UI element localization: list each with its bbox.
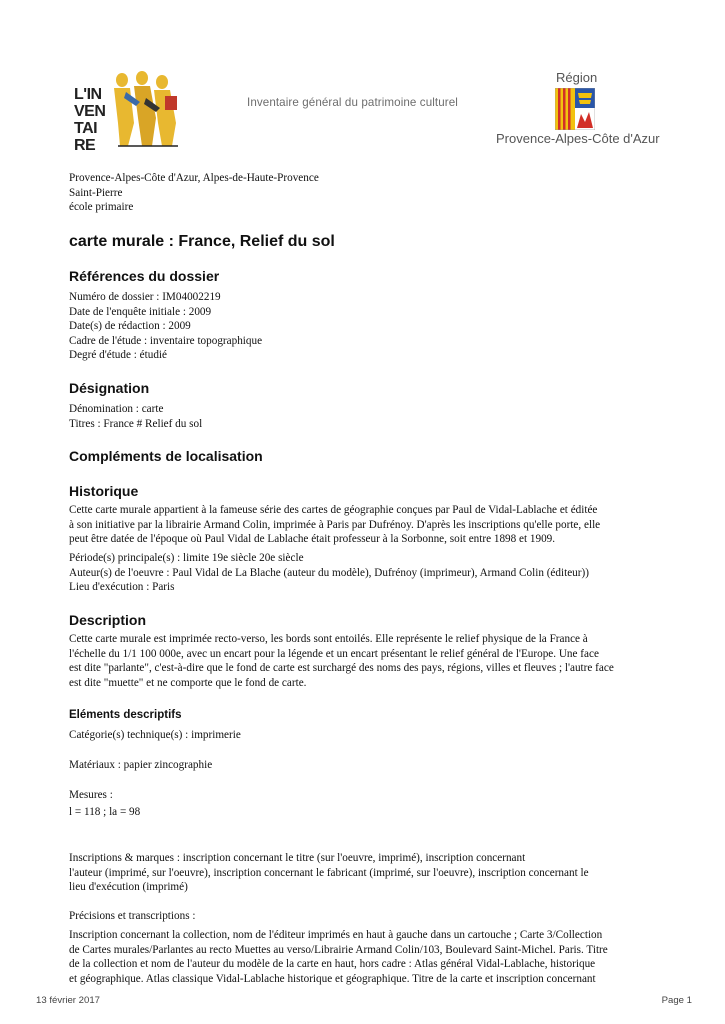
historique-paragraph <box>69 503 657 547</box>
section-heading-description: Description <box>69 612 147 628</box>
reference-line: Cadre de l'étude : inventaire topographique <box>69 334 263 347</box>
historique-field: Auteur(s) de l'oeuvre : Paul Vidal de La Blache (auteur du modèle), Dufrénoy (imprimeur), Armand Colin (éditeur)) <box>69 566 589 579</box>
precisions-line: de la collection et nom de l'auteur du modèle de la carte en haut, hors cadre : Atlas général Vidal-Lablache, historique <box>69 958 596 971</box>
footer-date: 13 février 2017 <box>36 995 100 1006</box>
section-heading-references: Références du dossier <box>69 268 220 284</box>
description-text-line: est dite "muette" et ne comporte que le fond de carte. <box>69 676 307 689</box>
location-line-commune: Saint-Pierre <box>69 186 123 199</box>
materiaux: Matériaux : papier zincographie <box>69 759 213 771</box>
region-flag-icon <box>555 88 595 130</box>
precisions-line: et géographique. Atlas classique Vidal-Lablache historique et géographique. Titre de la carte et inscription concernant <box>69 972 596 985</box>
description-text-line: Cette carte murale est imprimée recto-verso, les bords sont entoilés. Elle représente le relief physique de la France à <box>69 633 588 645</box>
logo-letters-4: RE <box>74 137 96 154</box>
reference-line: Date(s) de rédaction : 2009 <box>69 320 191 333</box>
inscriptions-line: lieu d'exécution (imprimé) <box>69 881 188 894</box>
footer-page-number: Page 1 <box>661 995 692 1006</box>
logo-letters-3: TAI <box>74 120 98 137</box>
designation-list <box>69 402 202 431</box>
region-name: Provence-Alpes-Côte d'Azur <box>496 131 660 146</box>
inscriptions-line: Inscriptions & marques : inscription concernant le titre (sur l'oeuvre, imprimé), inscription concernant <box>69 852 526 864</box>
designation-line: Titres : France # Relief du sol <box>69 417 203 430</box>
inventaire-logo <box>70 68 185 154</box>
location-line-edifice: école primaire <box>69 201 134 214</box>
reference-line: Date de l'enquête initiale : 2009 <box>69 305 212 318</box>
section-heading-historique: Historique <box>69 483 139 499</box>
historique-fields <box>69 551 589 595</box>
description-paragraph <box>69 632 657 690</box>
historique-text-line: à son initiative par la librairie Armand Colin, imprimée à Paris par Dufrénoy. D'après les inscriptions qu'elle porte, elle <box>69 518 601 531</box>
historique-field: Période(s) principale(s) : limite 19e siècle 20e siècle <box>69 552 304 564</box>
description-text-line: est dite "parlante", c'est-à-dire que le fond de carte est surchargé des noms des pays, régions, villes et fleuves ; l'autre face <box>69 662 614 675</box>
inscriptions-line: l'auteur (imprimé, sur l'oeuvre), inscription concernant le fabricant (imprimé, sur l'oeuvre), inscription concernant le <box>69 866 589 879</box>
precisions-label: Précisions et transcriptions : <box>69 910 196 922</box>
references-list <box>69 290 262 363</box>
region-label-top: Région <box>556 70 598 85</box>
historique-field: Lieu d'exécution : Paris <box>69 581 175 594</box>
header-tagline: Inventaire général du patrimoine culturel <box>247 96 458 109</box>
precisions-line: de Cartes murales/Parlantes au recto Muettes au verso/Librairie Armand Colin/103, Boulevard Saint-Michel. Paris. Titre <box>69 943 608 956</box>
section-heading-complements: Compléments de localisation <box>69 448 263 464</box>
subsection-heading-elements: Eléments descriptifs <box>69 709 182 721</box>
historique-text-line: Cette carte murale appartient à la fameuse série des cartes de géographie conçues par Paul de Vidal-Lablache et éditée <box>69 504 598 516</box>
inscriptions-block <box>69 851 589 895</box>
reference-line: Numéro de dossier : IM04002219 <box>69 291 221 303</box>
logo-letters-1: L'IN <box>74 86 102 103</box>
reference-line: Degré d'étude : étudié <box>69 349 167 362</box>
document-title: carte murale : France, Relief du sol <box>69 233 335 250</box>
designation-line: Dénomination : carte <box>69 403 164 415</box>
location-block <box>69 171 319 215</box>
precisions-line: Inscription concernant la collection, nom de l'éditeur imprimés en haut à gauche dans un cartouche ; Carte 3/Collection <box>69 929 603 941</box>
historique-text-line: peut être datée de l'époque où Paul Vidal de Lablache était professeur à la Sorbonne, soit entre 1898 et 1909. <box>69 533 556 546</box>
description-text-line: l'échelle du 1/1 100 000e, avec un encart pour la légende et un encart présentant le relief général de l'Europe. Une face <box>69 647 599 660</box>
precisions-block <box>69 928 608 986</box>
section-heading-designation: Désignation <box>69 380 150 396</box>
mesures-label: Mesures : <box>69 789 113 801</box>
logo-letters-2: VEN <box>74 103 106 120</box>
categorie-technique: Catégorie(s) technique(s) : imprimerie <box>69 729 241 741</box>
location-line-region: Provence-Alpes-Côte d'Azur, Alpes-de-Haute-Provence <box>69 172 319 184</box>
mesures-value: l = 118 ; la = 98 <box>69 806 141 818</box>
